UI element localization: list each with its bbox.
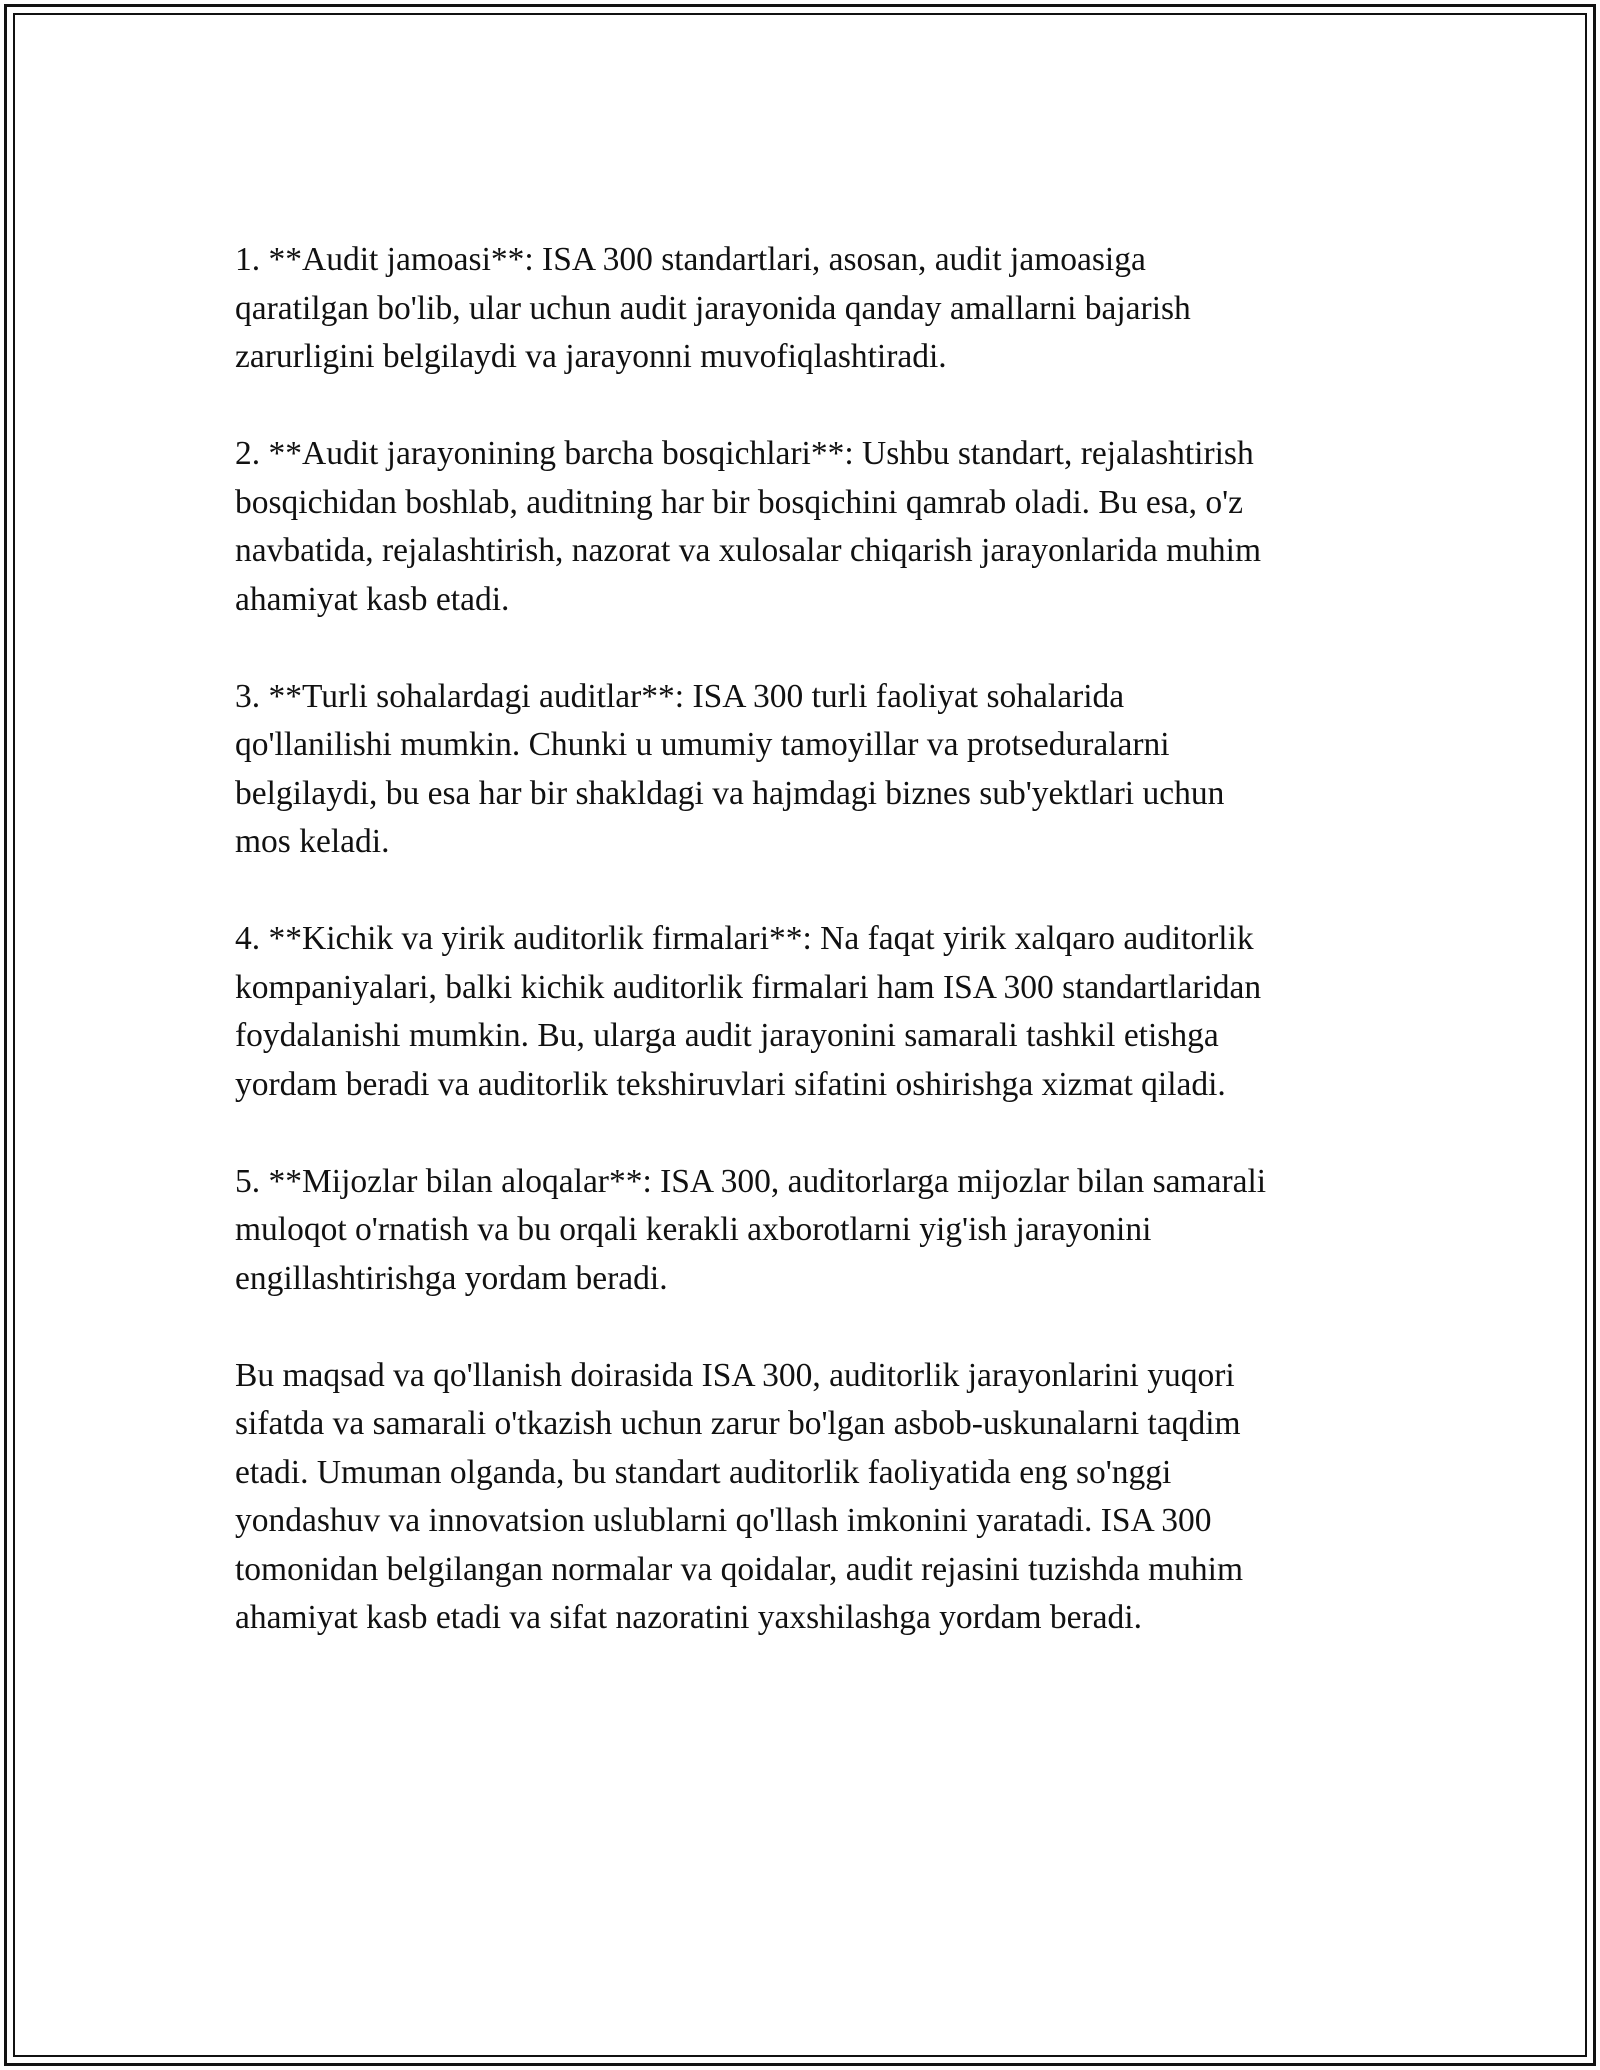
text-line: engillashtirishga yordam beradi.	[235, 1259, 668, 1297]
text-line: qaratilgan bo'lib, ular uchun audit jarayonida qanday amallarni bajarish	[235, 289, 1191, 327]
text-line: zarurligini belgilaydi va jarayonni muvofiqlashtiradi.	[235, 338, 947, 375]
text-line: kompaniyalari, balki kichik auditorlik firmalari ham ISA 300 standartlaridan	[235, 968, 1262, 1006]
list-item-paragraph	[235, 673, 1385, 867]
text-line: ahamiyat kasb etadi va sifat nazoratini yaxshilashga yordam beradi.	[235, 1599, 1142, 1636]
text-line: muloqot o'rnatish va bu orqali kerakli axborotlarni yig'ish jarayonini	[235, 1211, 1152, 1248]
text-line: Bu maqsad va qo'llanish doirasida ISA 300, auditorlik jarayonlarini yuqori	[235, 1356, 1235, 1394]
text-line: yordam beradi va auditorlik tekshiruvlari sifatini oshirishga xizmat qiladi.	[235, 1065, 1226, 1103]
text-line: 2. **Audit jarayonining barcha bosqichlari**: Ushbu standart, rejalashtirish	[235, 435, 1254, 472]
list-item-paragraph	[235, 1158, 1385, 1304]
summary-paragraph	[235, 1352, 1385, 1643]
text-line: 4. **Kichik va yirik auditorlik firmalari**: Na faqat yirik xalqaro auditorlik	[235, 920, 1254, 957]
text-line: 5. **Mijozlar bilan aloqalar**: ISA 300, auditorlarga mijozlar bilan samarali	[235, 1162, 1267, 1200]
text-line: 1. **Audit jamoasi**: ISA 300 standartlari, asosan, audit jamoasiga	[235, 241, 1146, 278]
text-line: navbatida, rejalashtirish, nazorat va xulosalar chiqarish jarayonlarida muhim	[235, 532, 1262, 569]
list-item-paragraph	[235, 236, 1385, 382]
text-line: 3. **Turli sohalardagi auditlar**: ISA 300 turli faoliyat sohalarida	[235, 677, 1125, 715]
text-line: belgilaydi, bu esa har bir shakldagi va hajmdagi biznes sub'yektlari uchun	[235, 774, 1225, 812]
text-line: tomonidan belgilangan normalar va qoidalar, audit rejasini tuzishda muhim	[235, 1550, 1244, 1588]
list-item-paragraph	[235, 430, 1385, 624]
text-line: yondashuv va innovatsion uslublarni qo'llash imkonini yaratadi. ISA 300	[235, 1502, 1212, 1539]
text-line: sifatda va samarali o'tkazish uchun zarur bo'lgan asbob-uskunalarni taqdim	[235, 1405, 1241, 1442]
text-line: mos keladi.	[235, 823, 390, 860]
text-line: bosqichidan boshlab, auditning har bir bosqichini qamrab oladi. Bu esa, o'z	[235, 483, 1244, 521]
document-body	[235, 236, 1385, 1691]
text-line: qo'llanilishi mumkin. Chunki u umumiy tamoyillar va protseduralarni	[235, 726, 1170, 763]
text-line: etadi. Umuman olganda, bu standart auditorlik faoliyatida eng so'nggi	[235, 1453, 1172, 1491]
text-line: foydalanishi mumkin. Bu, ularga audit jarayonini samarali tashkil etishga	[235, 1017, 1219, 1054]
text-line: ahamiyat kasb etadi.	[235, 580, 510, 618]
list-item-paragraph	[235, 915, 1385, 1109]
